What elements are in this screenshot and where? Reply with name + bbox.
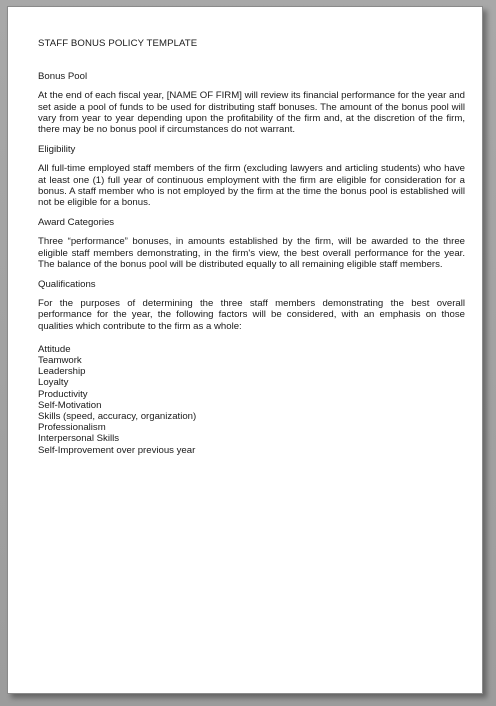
section-heading-bonus-pool: Bonus Pool — [38, 71, 88, 83]
list-item: Self-Improvement over previous year — [38, 444, 196, 456]
factor-list — [38, 344, 465, 456]
list-item: Professionalism — [38, 422, 106, 434]
list-item: Teamwork — [38, 355, 82, 367]
list-item: Attitude — [38, 343, 71, 355]
document-content — [38, 38, 465, 456]
section-body-qualifications: For the purposes of determining the three staff members demonstrating the best overall performance for the year, the following factors will be considered, with an emphasis on those qualities which contribute to the firm as a whole: — [38, 298, 465, 332]
list-item: Skills (speed, accuracy, organization) — [38, 411, 197, 423]
section-body-bonus-pool: At the end of each fiscal year, [NAME OF FIRM] will review its financial performance for the year and set aside a pool of funds to be used for distributing staff bonuses. The amount of the bonus pool will vary from year to year depending upon the profitability of the firm and, at the discretion of the firm, there may be no bonus pool if circumstances do not warrant. — [38, 90, 465, 136]
section-heading-award-categories: Award Categories — [38, 217, 115, 229]
list-item: Self-Motivation — [38, 399, 102, 411]
section-body-eligibility: All full-time employed staff members of the firm (excluding lawyers and articling students) who have at least one (1) full year of continuous employment with the firm are eligible for consideration for a bonus. A staff member who is not employed by the firm at the time the bonus pool is established will not be eligible for a bonus. — [38, 163, 465, 209]
document-title: STAFF BONUS POLICY TEMPLATE — [38, 38, 198, 49]
list-item: Interpersonal Skills — [38, 433, 120, 445]
section-body-award-categories: Three “performance” bonuses, in amounts established by the firm, will be awarded to the three eligible staff members demonstrating, in the firm's view, the best overall performance for the year. The balance of the bonus pool will be distributed equally to all remaining eligible staff members. — [38, 236, 465, 270]
list-item: Leadership — [38, 366, 86, 378]
section-heading-qualifications: Qualifications — [38, 279, 96, 291]
document-page — [7, 6, 483, 694]
section-heading-eligibility: Eligibility — [38, 144, 76, 156]
list-item: Productivity — [38, 388, 88, 400]
list-item: Loyalty — [38, 377, 69, 389]
